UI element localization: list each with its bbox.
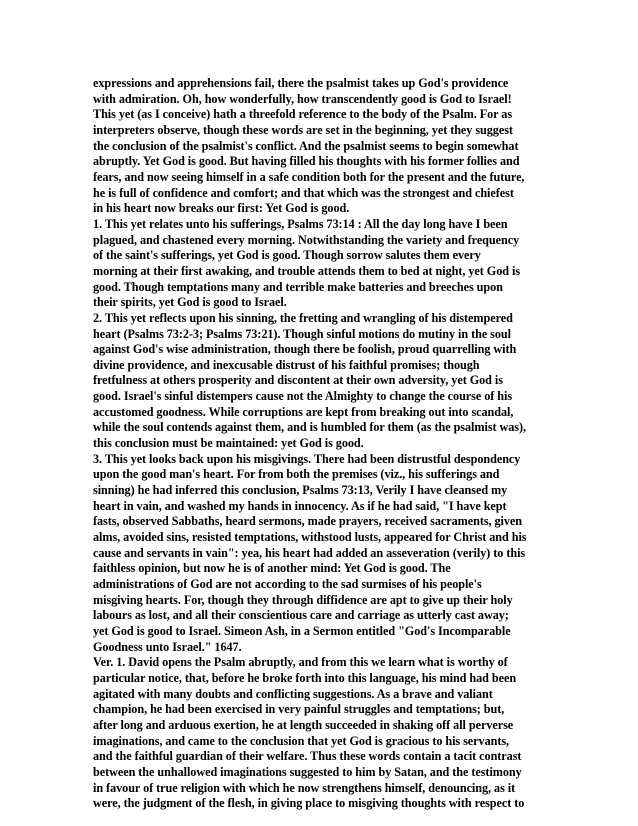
text-line: cause and servants in vain": yea, his heart had added an asseveration (verily) to this bbox=[93, 545, 526, 560]
text-line: 3. This yet looks back upon his misgivings. There had been distrustful despondency bbox=[93, 451, 521, 466]
text-line: This yet (as I conceive) hath a threefold reference to the body of the Psalm. For as bbox=[93, 107, 513, 122]
text-line: Goodness unto Israel." 1647. bbox=[93, 639, 242, 654]
body-text bbox=[93, 76, 553, 812]
text-line: expressions and apprehensions fail, there the psalmist takes up God's providence bbox=[93, 76, 509, 90]
text-line: agitated with many doubts and conflicting suggestions. As a brave and valiant bbox=[93, 686, 493, 701]
text-line: their spirits, yet God is good to Israel. bbox=[93, 295, 287, 310]
text-line: upon the good man's heart. For from both the premises (viz., his sufferings and bbox=[93, 467, 500, 482]
text-line: were, the judgment of the flesh, in giving place to misgiving thoughts with respect to bbox=[93, 796, 525, 811]
text-line: particular notice, that, before he broke forth into this language, his mind had been bbox=[93, 670, 517, 685]
text-line: 2. This yet reflects upon his sinning, the fretting and wrangling of his distempered bbox=[93, 310, 513, 325]
text-line: imaginations, and came to the conclusion that yet God is gracious to his servants, bbox=[93, 733, 510, 748]
text-line: morning at their first awaking, and trouble attends them to bed at night, yet God is bbox=[93, 263, 521, 278]
text-line: the conclusion of the psalmist's conflict. And the psalmist seems to begin somewhat bbox=[93, 138, 519, 153]
text-line: fears, and now seeing himself in a safe condition both for the present and the future, bbox=[93, 169, 525, 184]
text-line: fretfulness at others prosperity and discontent at their own adversity, yet God is bbox=[93, 373, 503, 388]
text-line: of the saint's sufferings, yet God is good. Though sorrow salutes them every bbox=[93, 248, 481, 263]
text-line: plagued, and chastened every morning. Notwithstanding the variety and frequency bbox=[93, 232, 520, 247]
text-line: divine providence, and inexcusable distrust of his faithful promises; though bbox=[93, 357, 480, 372]
text-line: against God's wise administration, though there be foolish, proud quarrelling with bbox=[93, 342, 517, 357]
text-line: and the faithful guardian of their welfare. Thus these words contain a tacit contrast bbox=[93, 749, 522, 764]
text-line: sinning) he had inferred this conclusion, Psalms 73:13, Verily I have cleansed my bbox=[93, 483, 508, 498]
text-line: this conclusion must be maintained: yet God is good. bbox=[93, 436, 364, 451]
text-line: heart in vain, and washed my hands in innocency. As if he had said, "I have kept bbox=[93, 498, 507, 513]
text-line: he is full of confidence and comfort; and that which was the strongest and chiefest bbox=[93, 185, 514, 200]
text-line: administrations of God are not according to the sad surmises of his people's bbox=[93, 577, 482, 591]
text-line: yet God is good to Israel. Simeon Ash, in a Sermon entitled "God's Incomparable bbox=[93, 623, 511, 638]
text-line: labours as lost, and all their conscientious care and carriage as utterly cast away; bbox=[93, 608, 509, 623]
text-line: between the unhallowed imaginations suggested to him by Satan, and the testimony bbox=[93, 764, 522, 779]
text-line: while the soul contends against them, and is humbled for them (as the psalmist was), bbox=[93, 420, 527, 435]
text-line: misgiving hearts. For, though they through diffidence are apt to give up their holy bbox=[93, 592, 513, 607]
text-line: interpreters observe, though these words are set in the beginning, yet they suggest bbox=[93, 122, 513, 137]
text-line: abruptly. Yet God is good. But having filled his thoughts with his former follies and bbox=[93, 154, 520, 169]
text-line: heart (Psalms 73:2-3; Psalms 73:21). Though sinful motions do mutiny in the soul bbox=[93, 326, 511, 341]
text-line: 1. This yet relates unto his sufferings, Psalms 73:14 : All the day long have I been bbox=[93, 216, 508, 231]
text-line: good. Though temptations many and terrible make batteries and breeches upon bbox=[93, 279, 503, 294]
text-line: in favour of true religion with which he now strengthens himself, denouncing, as it bbox=[93, 780, 516, 795]
text-line: Ver. 1. David opens the Psalm abruptly, and from this we learn what is worthy of bbox=[93, 655, 508, 670]
text-line: alms, avoided sins, resisted temptations, withstood lusts, appeared for Christ and his bbox=[93, 530, 527, 545]
text-line: in his heart now breaks our first: Yet God is good. bbox=[93, 201, 350, 216]
text-line: accustomed goodness. While corruptions are kept from breaking out into scandal, bbox=[93, 404, 514, 419]
text-line: fasts, observed Sabbaths, heard sermons, made prayers, received sacraments, given bbox=[93, 514, 523, 529]
text-line: champion, he had been exercised in very painful struggles and temptations; but, bbox=[93, 702, 505, 717]
text-line: good. Israel's sinful distempers cause not the Almighty to change the course of his bbox=[93, 389, 513, 404]
text-line: with admiration. Oh, how wonderfully, how transcendently good is God to Israel! bbox=[93, 91, 512, 106]
text-line: faithless opinion, but now he is of another mind: Yet God is good. The bbox=[93, 561, 451, 576]
text-line: after long and arduous exertion, he at length succeeded in shaking off all perverse bbox=[93, 717, 514, 732]
